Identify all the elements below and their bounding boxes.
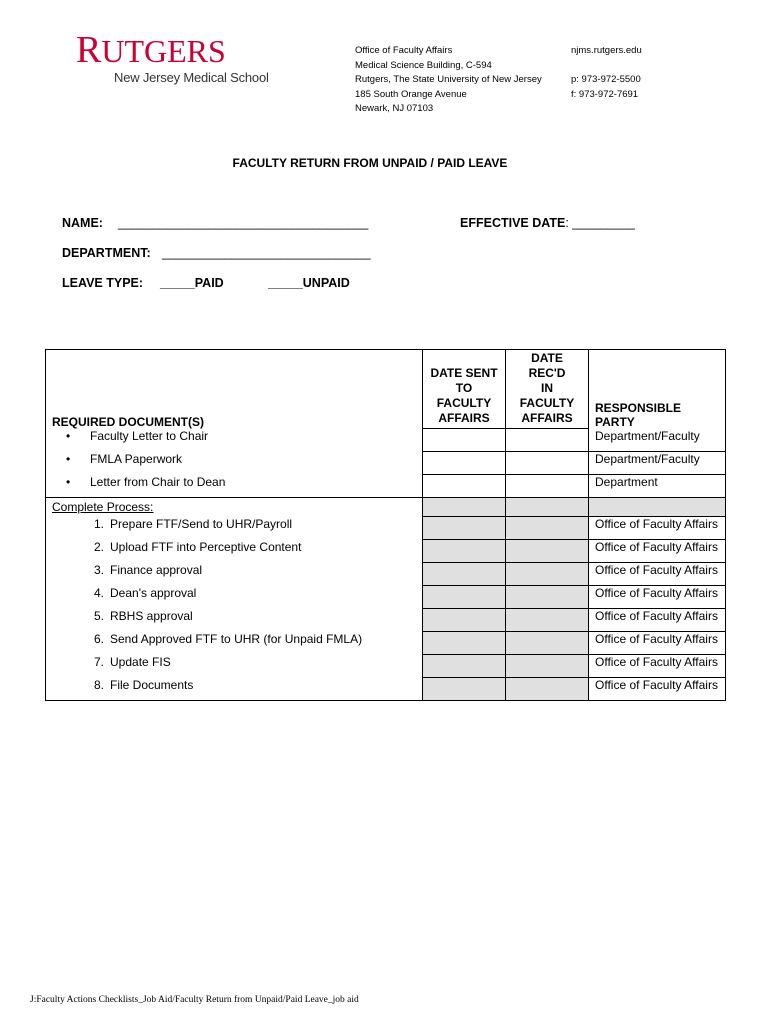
address-line: Newark, NJ 07103 [355, 103, 434, 114]
date-received-cell [506, 540, 589, 563]
date-received-cell [506, 563, 589, 586]
name-label: NAME: [62, 216, 103, 230]
process-step: 8. File Documents [46, 678, 423, 701]
responsible-party-cell: Office of Faculty Affairs [589, 609, 726, 632]
effective-date-label: EFFECTIVE DATE [460, 216, 566, 230]
date-received-cell [506, 632, 589, 655]
address-line: 185 South Orange Avenue [355, 88, 467, 100]
responsible-party-cell: Office of Faculty Affairs [589, 586, 726, 609]
paid-option: _____PAID [160, 276, 224, 290]
name-blank: ____________________________________ [118, 216, 369, 230]
table-row [46, 452, 726, 475]
date-sent-cell [423, 655, 506, 678]
table-row [46, 655, 726, 678]
table-row [46, 586, 726, 609]
responsible-party-cell: Department [589, 475, 726, 498]
date-received-cell [506, 678, 589, 701]
date-sent-cell[interactable] [423, 452, 506, 475]
table-row [46, 429, 726, 452]
phone-text: p: 973-972-5500 [571, 74, 641, 85]
responsible-party-cell: Department/Faculty [589, 429, 726, 452]
complete-process-row [46, 498, 726, 517]
responsible-party-cell: Office of Faculty Affairs [589, 655, 726, 678]
department-label: DEPARTMENT: [62, 246, 151, 260]
date-sent-cell [423, 517, 506, 540]
process-step: 2. Upload FTF into Perceptive Content [46, 540, 423, 563]
date-received-cell [506, 586, 589, 609]
responsible-party-cell: Office of Faculty Affairs [589, 563, 726, 586]
table-header-row [46, 350, 726, 429]
date-sent-cell [423, 586, 506, 609]
process-step: 4. Dean's approval [46, 586, 423, 609]
contact-info [571, 44, 642, 102]
date-received-cell[interactable] [506, 452, 589, 475]
date-sent-cell [423, 678, 506, 701]
date-received-cell [506, 655, 589, 678]
date-received-cell [506, 517, 589, 540]
rutgers-logo [76, 29, 269, 85]
logo-wordmark: RUTGERS [76, 29, 226, 71]
table-row [46, 563, 726, 586]
responsible-party-cell: Office of Faculty Affairs [589, 678, 726, 701]
document-item: • Faculty Letter to Chair [46, 429, 423, 452]
process-step: 5. RBHS approval [46, 609, 423, 632]
footer-path: J:Faculty Actions Checklists_Job Aid/Faculty Return from Unpaid/Paid Leave_job aid [30, 995, 359, 1005]
form-title: FACULTY RETURN FROM UNPAID / PAID LEAVE [232, 156, 508, 170]
responsible-party-cell [589, 498, 726, 517]
process-step: 7. Update FIS [46, 655, 423, 678]
unpaid-option: _____UNPAID [268, 276, 350, 290]
date-received-cell [506, 498, 589, 517]
responsible-party-cell: Office of Faculty Affairs [589, 540, 726, 563]
table-row [46, 475, 726, 498]
table-row [46, 678, 726, 701]
table-row [46, 609, 726, 632]
date-received-header: DATE REC'D IN FACULTY AFFAIRS [506, 350, 589, 429]
date-received-cell[interactable] [506, 475, 589, 498]
date-received-cell [506, 609, 589, 632]
department-blank: ______________________________ [162, 246, 371, 260]
fax-text: f: 973-972-7691 [571, 88, 639, 100]
address-line: Rutgers, The State University of New Jersey [355, 74, 542, 85]
process-step: 3. Finance approval [46, 563, 423, 586]
responsible-party-cell: Office of Faculty Affairs [589, 632, 726, 655]
date-sent-header: DATE SENT TO FACULTY AFFAIRS [423, 350, 506, 429]
table-row [46, 540, 726, 563]
process-step: 1. Prepare FTF/Send to UHR/Payroll [46, 517, 423, 540]
document-item: • Letter from Chair to Dean [46, 475, 423, 498]
required-documents-table [45, 349, 726, 701]
responsible-party-cell: Department/Faculty [589, 452, 726, 475]
leave-type-label: LEAVE TYPE: [62, 276, 144, 290]
responsible-party-header: RESPONSIBLE PARTY [589, 350, 726, 429]
date-sent-cell [423, 632, 506, 655]
date-sent-cell [423, 540, 506, 563]
date-sent-cell[interactable] [423, 475, 506, 498]
date-sent-cell [423, 498, 506, 517]
website-text: njms.rutgers.edu [571, 45, 642, 56]
table-row [46, 632, 726, 655]
date-sent-cell [423, 563, 506, 586]
date-sent-cell[interactable] [423, 429, 506, 452]
address-line: Medical Science Building, C-594 [355, 59, 492, 71]
effective-date [460, 216, 635, 230]
document-item: • FMLA Paperwork [46, 452, 423, 475]
date-sent-cell [423, 609, 506, 632]
responsible-party-cell: Office of Faculty Affairs [589, 517, 726, 540]
required-documents-header: REQUIRED DOCUMENT(S) [46, 350, 423, 429]
table-row [46, 517, 726, 540]
complete-process-label: Complete Process: [46, 498, 423, 517]
logo-subtitle: New Jersey Medical School [114, 70, 269, 85]
process-step: 6. Send Approved FTF to UHR (for Unpaid FMLA) [46, 632, 423, 655]
date-received-cell[interactable] [506, 429, 589, 452]
effective-date-blank: : _________ [565, 216, 635, 230]
address-line: Office of Faculty Affairs [355, 45, 453, 56]
office-address [355, 44, 542, 117]
